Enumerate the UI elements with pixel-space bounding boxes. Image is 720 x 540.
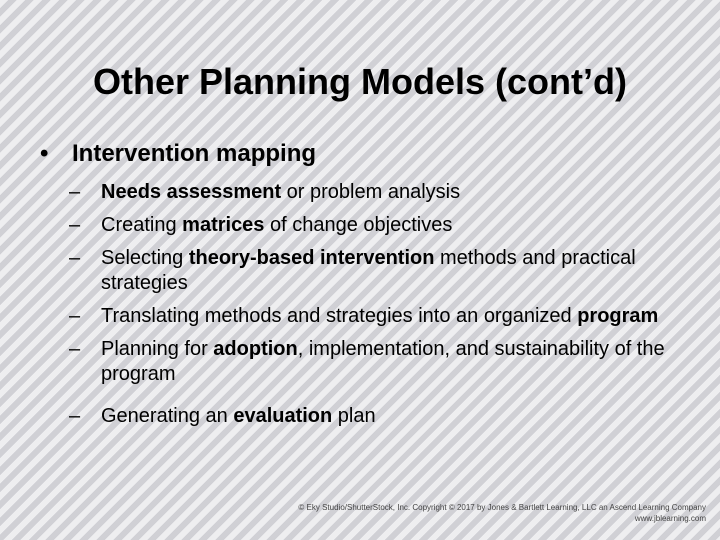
bold-text-run: program <box>577 305 659 327</box>
text-run: plan <box>332 405 376 427</box>
sub-bullet-text <box>101 246 690 296</box>
bold-text-run: Needs assessment <box>101 181 282 203</box>
sub-bullet-text <box>101 213 690 238</box>
sub-bullet-list <box>40 180 690 429</box>
text-run: or problem analysis <box>281 181 461 203</box>
bold-text-run: adoption <box>213 338 298 360</box>
text-run: Generating an <box>101 405 234 427</box>
bullet-item <box>40 138 690 170</box>
bold-text-run: matrices <box>182 214 265 236</box>
sub-bullet-marker: – <box>69 405 81 427</box>
text-run: Planning for <box>101 338 214 360</box>
text-run: Translating methods and strategies into an organized <box>101 305 578 327</box>
sub-bullet-text <box>101 404 690 429</box>
text-run: Selecting <box>101 247 189 269</box>
sub-bullet-item <box>40 337 690 387</box>
sub-bullet-text <box>101 180 690 205</box>
sub-bullet-marker: – <box>69 214 81 236</box>
bold-text-run: theory-based intervention <box>188 247 435 269</box>
sub-bullet-item <box>40 213 690 238</box>
copyright-footer <box>206 502 706 524</box>
slide-title: Other Planning Models (cont’d) <box>93 61 627 102</box>
slide-content <box>40 138 690 437</box>
sub-bullet-marker: – <box>69 338 81 360</box>
bold-text-run: evaluation <box>233 405 333 427</box>
bullet-text: Intervention mapping <box>72 140 317 167</box>
copyright-line: © Eky Studio/ShutterStock, Inc. Copyright © 2017 by Jones & Bartlett Learning, LLC an Ascend Learning Company <box>298 503 706 512</box>
text-run: methods and practical strategies <box>101 247 636 294</box>
sub-bullet-marker: – <box>69 305 81 327</box>
sub-bullet-item <box>40 404 690 429</box>
sub-bullet-item <box>40 304 690 329</box>
sub-bullet-text <box>101 337 690 387</box>
sub-bullet-item <box>40 180 690 205</box>
text-run: Creating <box>101 214 183 236</box>
bullet-marker: • <box>40 140 49 167</box>
text-run: of change objectives <box>264 214 453 236</box>
website-line: www.jblearning.com <box>634 514 706 523</box>
sub-bullet-item <box>40 246 690 296</box>
sub-bullet-marker: – <box>69 247 81 269</box>
sub-bullet-text <box>101 304 690 329</box>
sub-bullet-marker: – <box>69 181 81 203</box>
text-run: , implementation, and sustainability of the program <box>101 338 665 385</box>
